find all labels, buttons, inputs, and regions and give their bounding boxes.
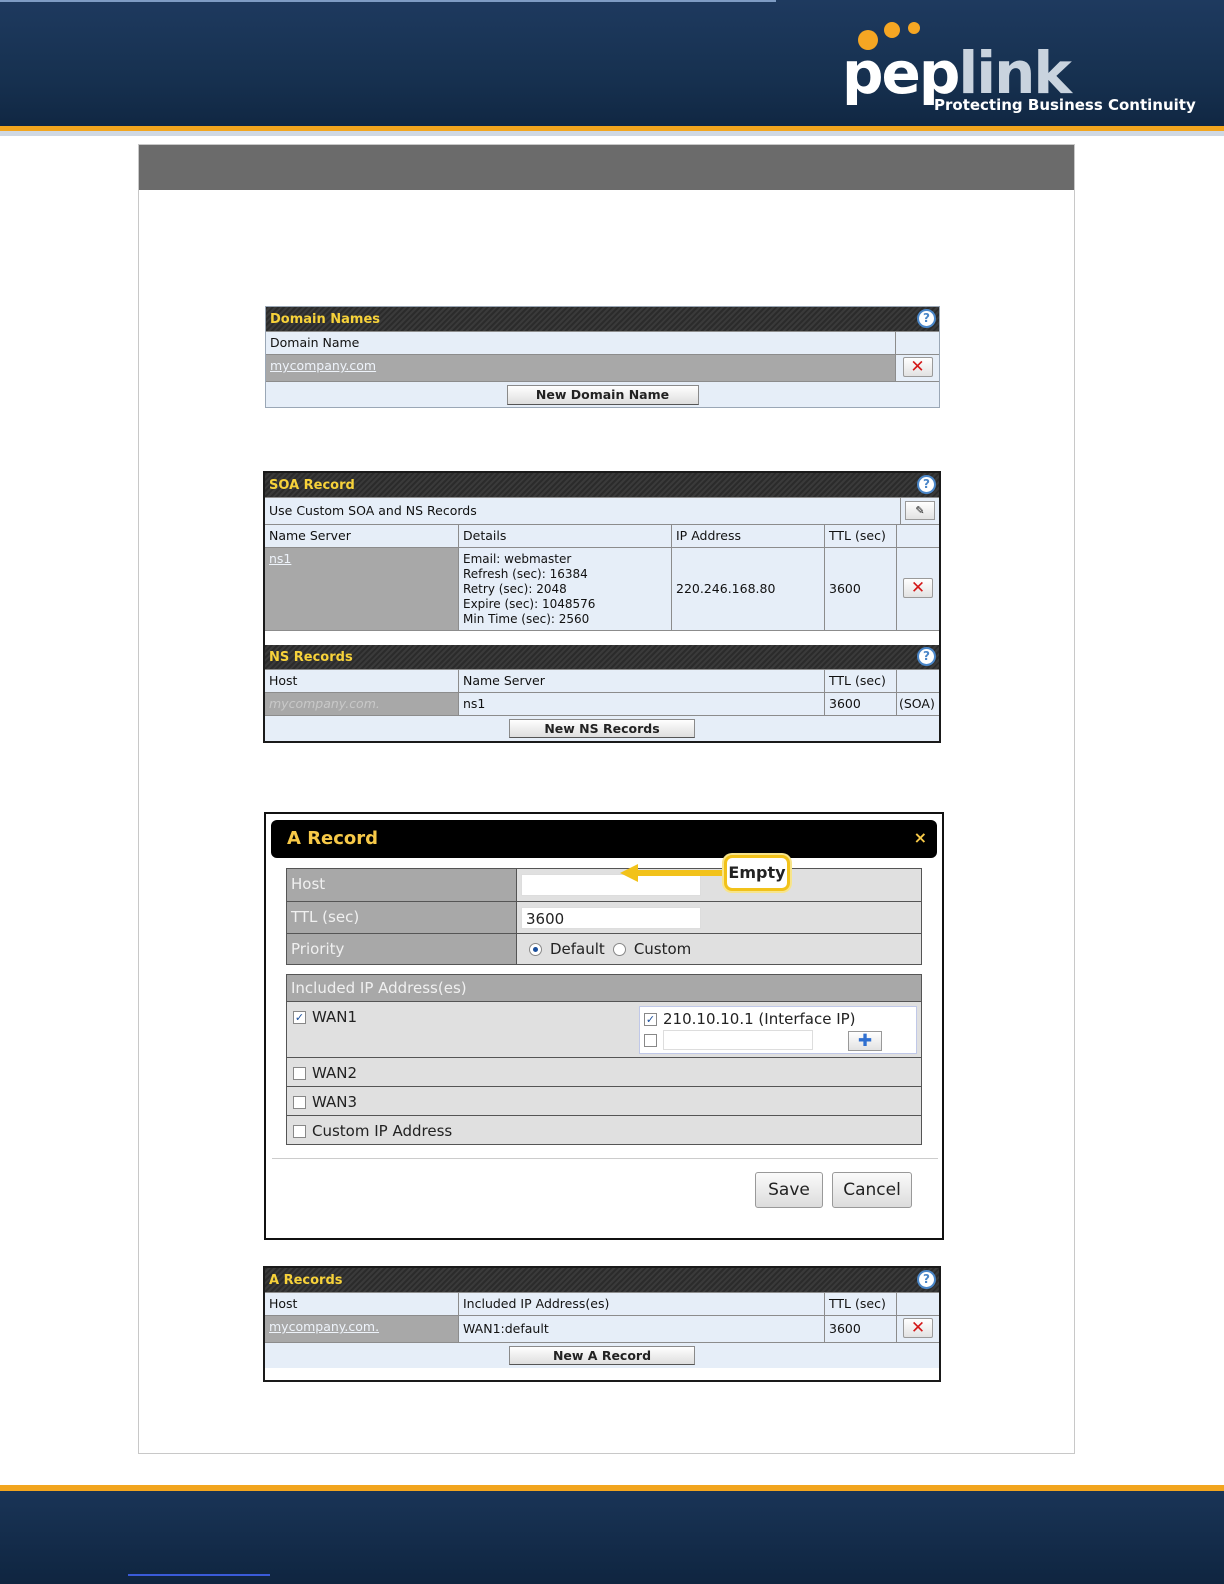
column-header: Domain Name	[266, 332, 896, 354]
footer-accent-band	[0, 1485, 1224, 1491]
ttl-value: 3600	[825, 548, 897, 630]
interface-ip-label: 210.10.10.1 (Interface IP)	[663, 1010, 856, 1028]
custom-ip-checkbox[interactable]	[293, 1125, 306, 1138]
custom-soa-row	[265, 497, 939, 524]
a-records-table	[263, 1266, 941, 1382]
domain-names-title: Domain Names	[270, 312, 381, 327]
dialog-title-bar	[271, 820, 937, 858]
a-record-host-link[interactable]: mycompany.com.	[269, 1319, 380, 1334]
domain-names-header	[266, 307, 939, 331]
wan1-label: WAN1	[312, 1008, 358, 1026]
wan2-checkbox[interactable]	[293, 1067, 306, 1080]
ttl-label: TTL (sec)	[287, 902, 517, 933]
delete-icon[interactable]: ✕	[903, 1318, 933, 1338]
name-server-link[interactable]: ns1	[269, 551, 292, 566]
help-icon[interactable]: ?	[917, 475, 936, 494]
help-icon[interactable]: ?	[917, 1270, 936, 1289]
callout-arrowhead	[620, 864, 638, 882]
wan1-checkbox[interactable]: ✓	[294, 1011, 305, 1024]
wan3-checkbox[interactable]	[293, 1096, 306, 1109]
cancel-button[interactable]: Cancel	[832, 1172, 912, 1208]
delete-icon[interactable]: ✕	[903, 357, 933, 377]
a-records-title: A Records	[269, 1273, 343, 1288]
column-header: Host	[265, 1293, 459, 1315]
table-row	[265, 692, 939, 715]
a-record-form	[286, 868, 922, 965]
soa-column-row	[265, 524, 939, 547]
ttl-value: 3600	[825, 693, 897, 715]
column-header: Name Server	[265, 525, 459, 547]
included-ip-table	[286, 974, 922, 1145]
logo-wordmark: peplink	[842, 39, 1070, 107]
soa-ns-table	[263, 471, 941, 743]
column-header: IP Address	[672, 525, 825, 547]
extra-ip-input[interactable]	[663, 1030, 813, 1050]
callout-arrow	[630, 870, 726, 876]
dialog-separator	[272, 1158, 938, 1159]
soa-details: Email: webmaster Refresh (sec): 16384 Retry (sec): 2048 Expire (sec): 1048576 Min Time (sec): 2560	[459, 548, 672, 630]
wan3-label: WAN3	[312, 1093, 358, 1111]
logo-dot	[908, 22, 920, 34]
delete-icon[interactable]: ✕	[903, 578, 933, 598]
ttl-value: 3600	[825, 1316, 897, 1342]
help-icon[interactable]: ?	[917, 647, 936, 666]
column-header: TTL (sec)	[825, 670, 897, 692]
help-icon[interactable]: ?	[917, 309, 936, 328]
save-button[interactable]: Save	[755, 1172, 823, 1208]
header-top-rule	[0, 0, 776, 2]
interface-ip-checkbox[interactable]: ✓	[645, 1013, 656, 1026]
a-records-header	[265, 1268, 939, 1292]
edit-icon[interactable]: ✎	[905, 501, 935, 520]
column-header: Name Server	[459, 670, 825, 692]
priority-custom-radio[interactable]	[613, 943, 626, 956]
table-row	[266, 354, 939, 381]
close-icon[interactable]: ×	[913, 828, 927, 847]
priority-label: Priority	[287, 934, 517, 964]
domain-names-column-row	[266, 331, 939, 354]
table-row	[265, 547, 939, 630]
extra-ip-checkbox[interactable]	[644, 1034, 657, 1047]
ns-host: mycompany.com.	[269, 696, 380, 711]
host-input[interactable]	[521, 874, 701, 896]
ns-column-row	[265, 669, 939, 692]
ip-address: 220.246.168.80	[672, 548, 825, 630]
add-icon[interactable]: ✚	[848, 1031, 882, 1051]
peplink-logo	[842, 18, 1196, 118]
host-label: Host	[287, 869, 517, 901]
a-records-column-row	[265, 1292, 939, 1315]
logo-dot	[884, 22, 900, 38]
domain-names-table	[265, 306, 940, 408]
table-row	[265, 1315, 939, 1342]
header-light-band	[0, 131, 1224, 136]
section-title-bar	[139, 145, 1074, 190]
ns-header	[265, 645, 939, 669]
priority-default-radio[interactable]	[529, 943, 542, 956]
column-header: Details	[459, 525, 672, 547]
empty-callout: Empty	[724, 855, 790, 891]
a-record-dialog	[264, 812, 944, 1240]
ttl-input[interactable]: 3600	[521, 907, 701, 929]
column-header: TTL (sec)	[825, 525, 897, 547]
priority-default-label: Default	[550, 940, 605, 958]
ns-title: NS Records	[269, 650, 353, 665]
new-a-record-button[interactable]: New A Record	[509, 1346, 695, 1365]
footer-link-underline[interactable]	[128, 1574, 270, 1576]
custom-ip-label: Custom IP Address	[312, 1122, 453, 1140]
priority-custom-label: Custom	[633, 940, 692, 958]
included-ip-header: Included IP Address(es)	[287, 975, 921, 1001]
custom-soa-label: Use Custom SOA and NS Records	[265, 498, 901, 524]
ns-name-server: ns1	[459, 693, 825, 715]
new-domain-name-button[interactable]: New Domain Name	[507, 385, 699, 405]
wan1-ip-box	[639, 1006, 917, 1054]
column-header: TTL (sec)	[825, 1293, 897, 1315]
new-ns-records-button[interactable]: New NS Records	[509, 719, 695, 738]
a-record-ips: WAN1:default	[459, 1316, 825, 1342]
dialog-title: A Record	[287, 828, 379, 849]
column-header: Host	[265, 670, 459, 692]
wan2-label: WAN2	[312, 1064, 358, 1082]
page-footer	[0, 1485, 1224, 1584]
logo-tagline: Protecting Business Continuity	[934, 96, 1196, 114]
domain-link[interactable]: mycompany.com	[270, 358, 377, 373]
soa-title: SOA Record	[269, 478, 355, 493]
soa-header	[265, 473, 939, 497]
soa-flag: (SOA)	[897, 693, 939, 715]
column-header: Included IP Address(es)	[459, 1293, 825, 1315]
